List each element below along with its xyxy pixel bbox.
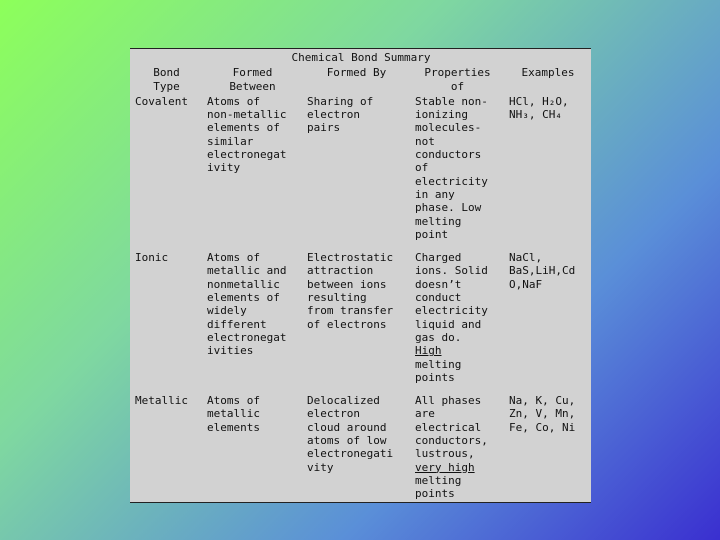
chemical-bond-summary-table	[130, 48, 591, 503]
bond-type-cell: Covalent	[135, 94, 188, 108]
properties-underlined-text: High	[415, 344, 442, 358]
header-row	[130, 65, 591, 94]
table-row-metallic	[130, 393, 591, 502]
formed-by-cell: Sharing of electron pairs	[307, 94, 374, 135]
properties-text-end: melting points	[415, 357, 462, 384]
examples-cell: Na, K, Cu, Zn, V, Mn, Fe, Co, Ni	[504, 393, 591, 502]
table-row-covalent	[130, 94, 591, 242]
examples-cell: HCl, H₂O, NH₃, CH₄	[509, 94, 569, 122]
properties-underlined-text: very high	[415, 460, 475, 474]
properties-cell	[410, 393, 504, 502]
header-examples: Examples	[521, 66, 575, 80]
formed-between-cell: Atoms of non-metallic elements of similar electronegat ivity	[207, 94, 287, 175]
properties-text: All phases are electrical conductors, lustrous,	[415, 394, 488, 461]
bond-type-cell: Ionic	[135, 251, 169, 265]
properties-cell: Stable non- ionizing molecules- not conductors of electricity in any phase. Low melting point	[415, 94, 488, 241]
table-row-ionic	[130, 250, 591, 385]
properties-text: Charged ions. Solid doesn’t conduct electricity liquid and gas do.	[415, 251, 488, 344]
table-title: Chemical Bond Summary	[130, 49, 591, 66]
header-formed-by: Formed By	[326, 66, 387, 80]
title-row	[130, 49, 591, 66]
header-properties: Properties of	[424, 66, 491, 93]
bond-type-cell: Metallic	[130, 393, 202, 502]
header-bond-type: Bond Type	[153, 66, 180, 93]
examples-cell: NaCl, BaS,LiH,Cd O,NaF	[509, 251, 576, 291]
properties-text-end: melting points	[415, 473, 462, 501]
formed-between-cell: Atoms of metallic elements	[202, 393, 302, 502]
formed-by-cell: Electrostatic attraction between ions resulting from transfer of electrons	[307, 251, 394, 331]
header-formed-between: Formed Between	[229, 66, 276, 93]
formed-between-cell: Atoms of metallic and nonmetallic elements of widely different electronegat ivities	[207, 251, 287, 358]
formed-by-cell: Delocalized electron cloud around atoms of low electronegati vity	[302, 393, 410, 502]
properties-cell	[410, 250, 504, 385]
